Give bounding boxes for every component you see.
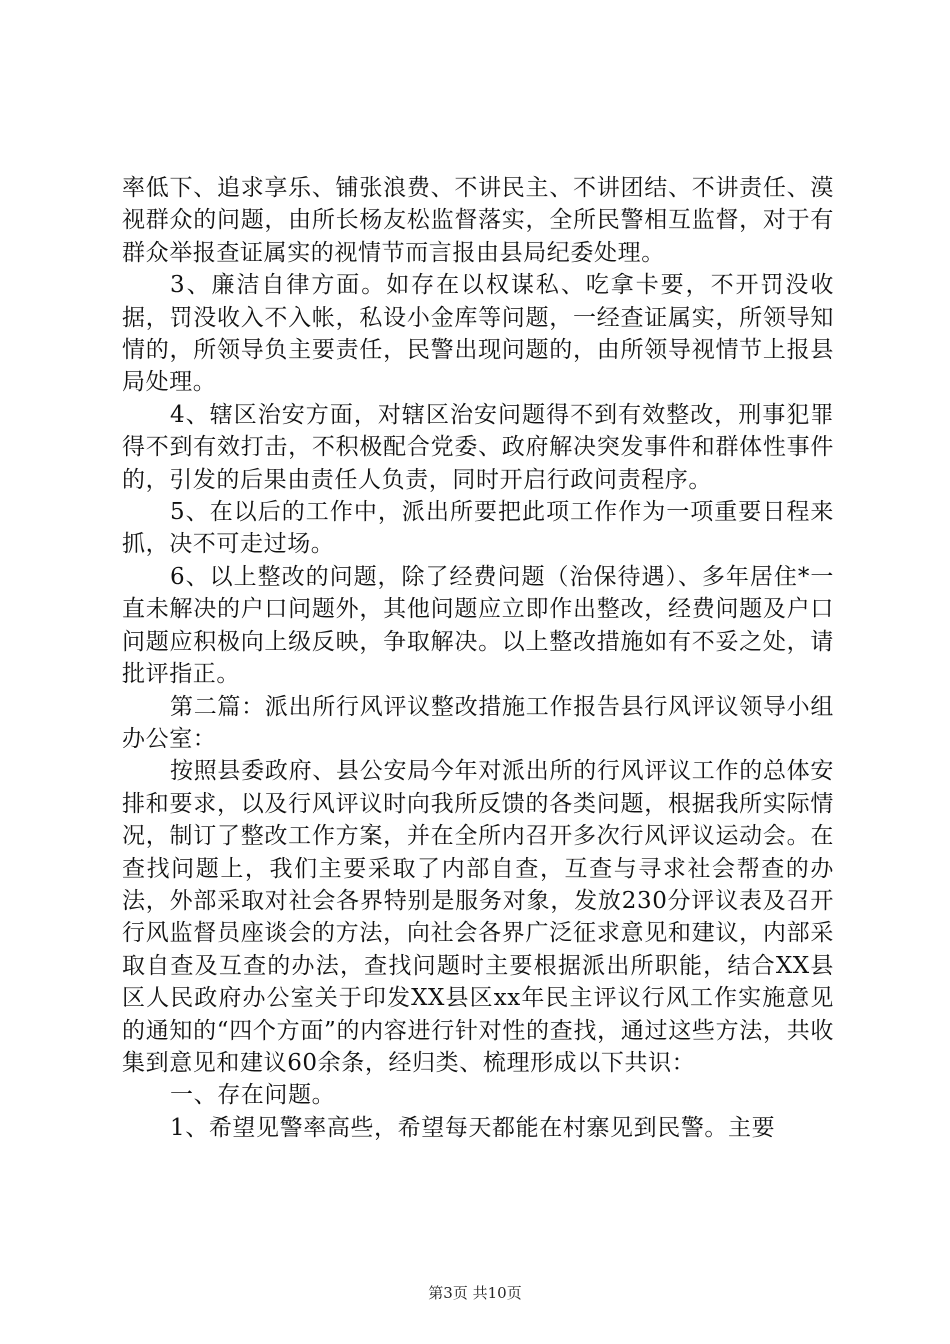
page-number-footer: 第3页 共10页 xyxy=(428,1284,522,1302)
paragraph-rectification-summary: 6、以上整改的问题，除了经费问题（治保待遇）、多年居住*一直未解决的户口问题外，其他问题应立即作出整改，经费问题及户口问题应积极向上级反映，争取解决。以上整改措施如有不妥之处，请批评指正。 xyxy=(122,563,834,688)
paragraph-continued: 率低下、追求享乐、铺张浪费、不讲民主、不讲团结、不讲责任、漠视群众的问题，由所长杨友松监督落实，全所民警相互监督，对于有群众举报查证属实的视情节而言报由县局纪委处理。 xyxy=(122,175,834,266)
section-heading-problems: 一、存在问题。 xyxy=(170,1082,336,1109)
section-heading-part-two: 第二篇：派出所行风评议整改措施工作报告县行风评议领导小组办公室： xyxy=(122,693,834,752)
paragraph-future-work: 5、在以后的工作中，派出所要把此项工作作为一项重要日程来抓，决不可走过场。 xyxy=(122,499,834,558)
paragraph-evaluation-overview: 按照县委政府、县公安局今年对派出所的行风评议工作的总体安排和要求，以及行风评议时向我所反馈的各类问题，根据我所实际情况，制订了整改工作方案，并在全所内召开多次行风评议运动会。在查找问题上，我们主要采取了内部自查，互查与寻求社会帮查的办法，外部采取对社会各界特别是服务对象，发放230分评议表及召开行风监督员座谈会的方法，向社会各界广泛征求意见和建议，内部采取自查及互查的办法，查找问题时主要根据派出所职能，结合XX县区人民政府办公室关于印发XX县区xx年民主评议行风工作实施意见的通知的“四个方面”的内容进行针对性的查找，通过这些方法，共收集到意见和建议60余条，经归类、梳理形成以下共识： xyxy=(122,758,834,1076)
document-body xyxy=(122,172,834,1144)
paragraph-public-security: 4、辖区治安方面，对辖区治安问题得不到有效整改，刑事犯罪得不到有效打击，不积极配合党委、政府解决突发事件和群体性事件的，引发的后果由责任人负责，同时开启行政问责程序。 xyxy=(122,401,834,493)
paragraph-clean-governance: 3、廉洁自律方面。如存在以权谋私、吃拿卡要，不开罚没收据，罚没收入不入帐，私设小金库等问题，一经查证属实，所领导知情的，所领导负主要责任，民警出现问题的，由所领导视情节上报县局处理。 xyxy=(122,272,834,396)
paragraph-problem-one: 1、希望见警率高些，希望每天都能在村寨见到民警。主要 xyxy=(170,1114,776,1141)
